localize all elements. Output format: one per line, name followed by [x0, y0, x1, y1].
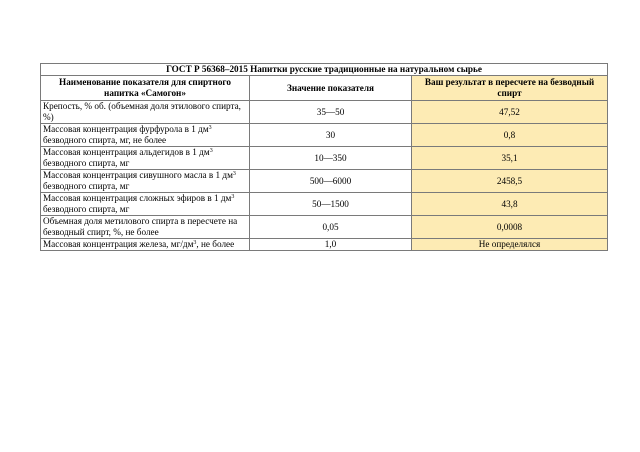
table-row [41, 193, 608, 216]
indicator-name: Массовая концентрация сивушного масла в 1 $дм^3$ безводного спирта, мг [41, 170, 250, 193]
header-norm: Значение показателя [250, 76, 412, 101]
norm-value: 35—50 [250, 101, 412, 124]
table-row [41, 239, 608, 251]
header-indicator: Наименование показателя для спиртного напитка «Самогон» [41, 76, 250, 101]
result-value: Не определялся [412, 239, 608, 251]
result-value: 35,1 [412, 147, 608, 170]
table-row [41, 170, 608, 193]
norm-value: 30 [250, 124, 412, 147]
table-row [41, 216, 608, 239]
indicator-name: Массовая концентрация железа, $мг/дм^3$, не более [41, 239, 250, 251]
result-value: 0,8 [412, 124, 608, 147]
indicator-name: Крепость, % об. (объемная доля этилового спирта, %) [41, 101, 250, 124]
table-row [41, 124, 608, 147]
norm-value: 0,05 [250, 216, 412, 239]
result-value: 43,8 [412, 193, 608, 216]
header-result: Ваш результат в пересчете на безводный спирт [412, 76, 608, 101]
indicator-name: Массовая концентрация сложных эфиров в 1 $дм^3$ безводного спирта, мг [41, 193, 250, 216]
result-value: 0,0008 [412, 216, 608, 239]
table-title: ГОСТ Р 56368–2015 Напитки русские традиционные на натуральном сырье [41, 64, 608, 76]
indicator-name: Объемная доля метилового спирта в пересчете на безводный спирт, %, не более [41, 216, 250, 239]
norm-value: 10—350 [250, 147, 412, 170]
norm-value: 50—1500 [250, 193, 412, 216]
table-title-row [41, 64, 608, 76]
gost-table [40, 63, 608, 251]
indicator-name: Массовая концентрация альдегидов в 1 $дм^3$ безводного спирта, мг [41, 147, 250, 170]
norm-value: 500—6000 [250, 170, 412, 193]
norm-value: 1,0 [250, 239, 412, 251]
table-row [41, 147, 608, 170]
table-row [41, 101, 608, 124]
result-value: 47,52 [412, 101, 608, 124]
result-value: 2458,5 [412, 170, 608, 193]
table-header-row [41, 76, 608, 101]
indicator-name: Массовая концентрация фурфурола в 1 $дм^3$ безводного спирта, мг, не более [41, 124, 250, 147]
